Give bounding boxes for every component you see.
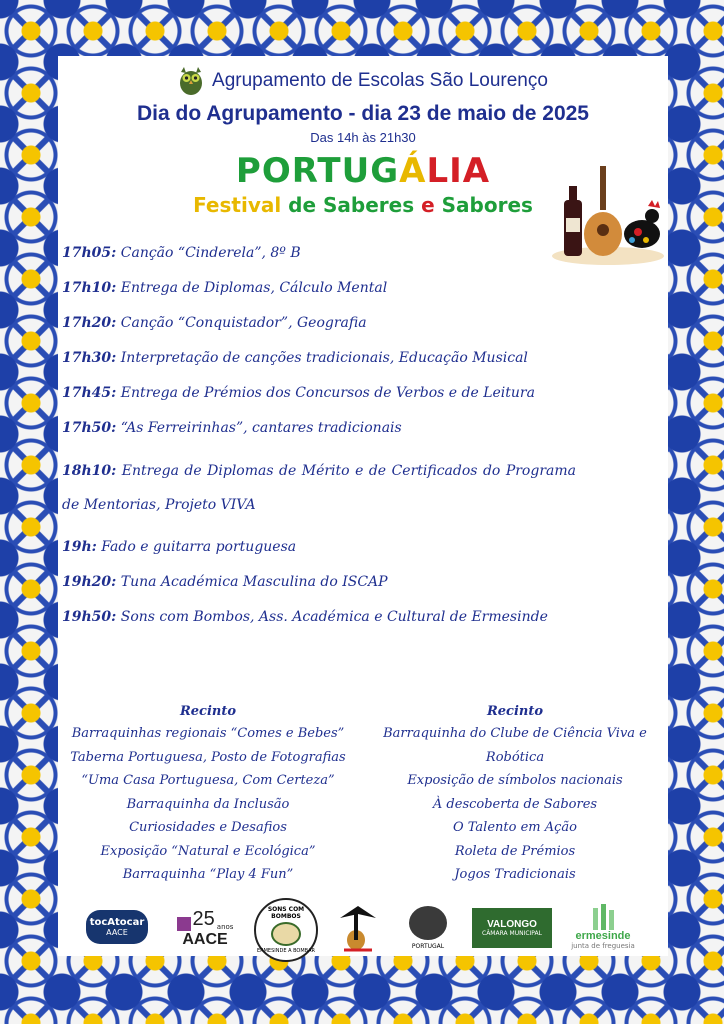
- schedule-time: 19h20:: [62, 574, 117, 590]
- schedule-row: [62, 279, 576, 298]
- sons-com-bombos-logo: [254, 898, 318, 962]
- portugal-group-logo: [404, 900, 452, 956]
- schedule-activity: Interpretação de canções tradicionais, Educação Musical: [120, 350, 528, 366]
- schedule-time: 17h10:: [62, 280, 117, 296]
- venue-item: Roleta de Prémios: [454, 843, 576, 859]
- venue-item: Barraquinhas regionais “Comes e Bebes”: [71, 726, 345, 741]
- schedule-time: 17h50:: [62, 420, 117, 436]
- venue-item: À descoberta de Sabores: [432, 796, 598, 812]
- venue-item: Barraquinha “Play 4 Fun”: [122, 867, 294, 882]
- venue-item: Exposição “Natural e Ecológica”: [100, 843, 316, 859]
- schedule-activity: Entrega de Diplomas de Mérito e de Certificados do Programa de Mentorias, Projeto VIVA: [62, 463, 576, 513]
- venue-right-title: Recinto: [486, 704, 544, 719]
- schedule-row: [62, 608, 576, 627]
- schedule-row: [62, 538, 576, 557]
- valongo-logo: [472, 908, 552, 948]
- portugal-group-emblem-icon: [409, 906, 447, 940]
- schedule-list: [62, 244, 576, 643]
- schedule-row: [62, 244, 576, 263]
- schedule-activity: Sons com Bombos, Ass. Académica e Cultural de Ermesinde: [120, 609, 548, 625]
- schedule-row: [62, 314, 576, 333]
- school-name: Agrupamento de Escolas São Lourenço: [212, 70, 548, 91]
- barcelos-rooster-icon: [624, 220, 660, 248]
- ermesinde-logo: [564, 898, 642, 956]
- tocatocar-logo: [86, 910, 148, 944]
- aace-name: AACE: [182, 930, 228, 948]
- schedule-row: [62, 454, 576, 522]
- schedule-row: [62, 384, 576, 403]
- venue-item: Barraquinha da Inclusão: [126, 796, 290, 812]
- sons-label: SONS COM BOMBOS: [267, 906, 305, 920]
- schedule-row: [62, 419, 576, 438]
- schedule-row: [62, 573, 576, 592]
- brand-part: LIA: [426, 151, 491, 191]
- venue-item: Barraquinha do Clube de Ciência Viva e Robótica: [383, 726, 647, 765]
- schedule-time: 17h05:: [62, 245, 117, 261]
- schedule-activity: Tuna Académica Masculina do ISCAP: [120, 574, 388, 590]
- festival-part: Sabores: [441, 193, 533, 217]
- school-row: [58, 66, 668, 96]
- schedule-activity: “As Ferreirinhas”, cantares tradicionais: [120, 420, 402, 436]
- venue-item: Taberna Portuguesa, Posto de Fotografias: [70, 749, 346, 765]
- brand-part: PORTUG: [235, 151, 400, 191]
- schedule-time: 17h30:: [62, 350, 117, 366]
- drum-icon: [271, 922, 301, 946]
- tocatocar-sub: AACE: [106, 928, 128, 937]
- sons-sub: ERMESINDE A BOMBAR: [256, 948, 316, 954]
- festival-part: Festival: [193, 193, 289, 217]
- schedule-time: 18h10:: [62, 463, 117, 479]
- schedule-time: 19h:: [62, 539, 97, 555]
- tuna-emblem-icon: [332, 900, 384, 956]
- aace-logo: [174, 902, 236, 954]
- venue-item: Jogos Tradicionais: [454, 867, 576, 882]
- portugal-label: PORTUGAL: [411, 943, 445, 950]
- festival-part: e: [421, 193, 442, 217]
- schedule-activity: Entrega de Prémios dos Concursos de Verbos e de Leitura: [120, 385, 535, 401]
- schedule-time: 17h20:: [62, 315, 117, 331]
- venue-left: [63, 702, 353, 887]
- event-time: Das 14h às 21h30: [310, 130, 416, 145]
- ermesinde-sub: junta de freguesia: [571, 942, 635, 950]
- sponsor-logos: [86, 898, 656, 958]
- tuna-iscap-logo: [332, 900, 384, 956]
- owl-logo-icon: [178, 66, 204, 96]
- venue-item: Curiosidades e Desafios: [129, 820, 287, 835]
- event-title: Dia do Agrupamento - dia 23 de maio de 2025: [136, 102, 589, 125]
- venue-item: “Uma Casa Portuguesa, Com Certeza”: [81, 773, 335, 788]
- schedule-activity: Canção “Conquistador”, Geografia: [120, 315, 367, 331]
- venue-item: O Talento em Ação: [452, 820, 577, 835]
- ermesinde-towers-icon: [588, 904, 618, 930]
- schedule-activity: Fado e guitarra portuguesa: [101, 539, 297, 555]
- schedule-activity: Canção “Cinderela”, 8º B: [120, 245, 301, 261]
- aace-anos: anos: [216, 922, 234, 931]
- venue-right: [370, 702, 660, 887]
- schedule-time: 19h50:: [62, 609, 117, 625]
- schedule-time: 17h45:: [62, 385, 117, 401]
- schedule-row: [62, 349, 576, 368]
- aace-years: 25: [192, 907, 215, 930]
- festival-part: de Saberes: [288, 193, 422, 217]
- venue-left-title: Recinto: [179, 704, 237, 719]
- venue-item: Exposição de símbolos nacionais: [407, 773, 623, 788]
- ermesinde-label: ermesinde: [575, 930, 631, 942]
- schedule-activity: Entrega de Diplomas, Cálculo Mental: [120, 280, 388, 296]
- valongo-sub: CÂMARA MUNICIPAL: [482, 930, 542, 937]
- brand-part: Á: [399, 151, 427, 191]
- tocatocar-label: tocAtocar: [89, 917, 145, 928]
- valongo-label: VALONGO: [487, 919, 537, 930]
- aace-color-block-icon: [177, 917, 191, 931]
